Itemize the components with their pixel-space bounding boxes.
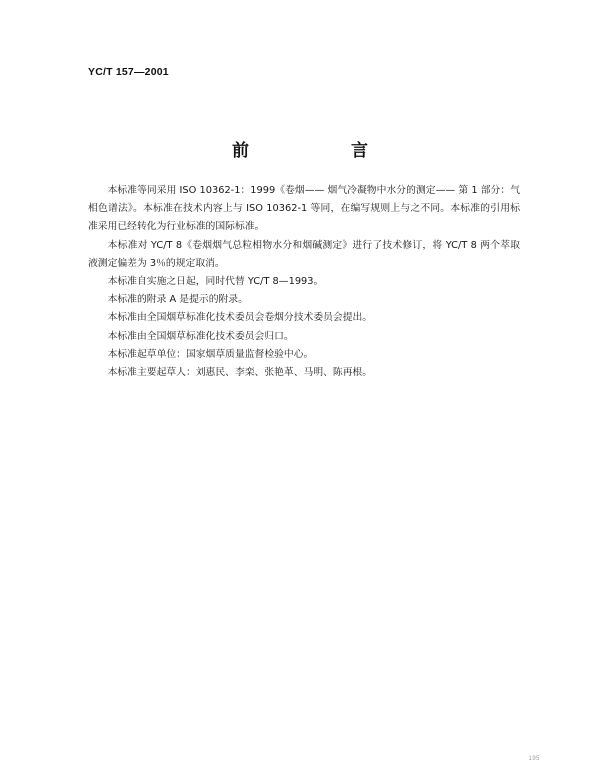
paragraph-proposed-by: 本标准由全国烟草标准化技术委员会卷烟分技术委员会提出。	[107, 312, 373, 324]
paragraph-adoption: 本标准等同采用 ISO 10362-1：1999《卷烟—— 烟气冷凝物中水分的测定—— 第 1 部分：气相色谱法》。本标准在技术内容上与 ISO 10362-1 等同，在编写规则上与之不同。本标准的引用标准采用已经转化为行业标准的国际标准。	[88, 185, 520, 233]
foreword-body	[88, 182, 520, 382]
paragraph-effective-date: 本标准自实施之日起，同时代替 YC/T 8—1993。	[107, 276, 324, 288]
paragraph-revision: 本标准对 YC/T 8《卷烟烟气总粒相物水分和烟碱测定》进行了技术修订，将 YC/T 8 两个萃取液测定偏差为 3％的规定取消。	[88, 239, 520, 269]
standard-code: YC/T 157—2001	[88, 66, 169, 78]
page-title: 前 言	[232, 141, 416, 161]
paragraph-drafting-unit: 本标准起草单位：国家烟草质量监督检验中心。	[107, 348, 314, 360]
paragraph-under-jurisdiction: 本标准由全国烟草标准化技术委员会归口。	[107, 330, 294, 342]
paragraph-appendix: 本标准的附录 A 是提示的附录。	[107, 294, 248, 306]
paragraph-drafters: 本标准主要起草人：刘惠民、李栾、张艳革、马明、陈再根。	[107, 367, 373, 379]
page-number: 195	[528, 756, 540, 762]
